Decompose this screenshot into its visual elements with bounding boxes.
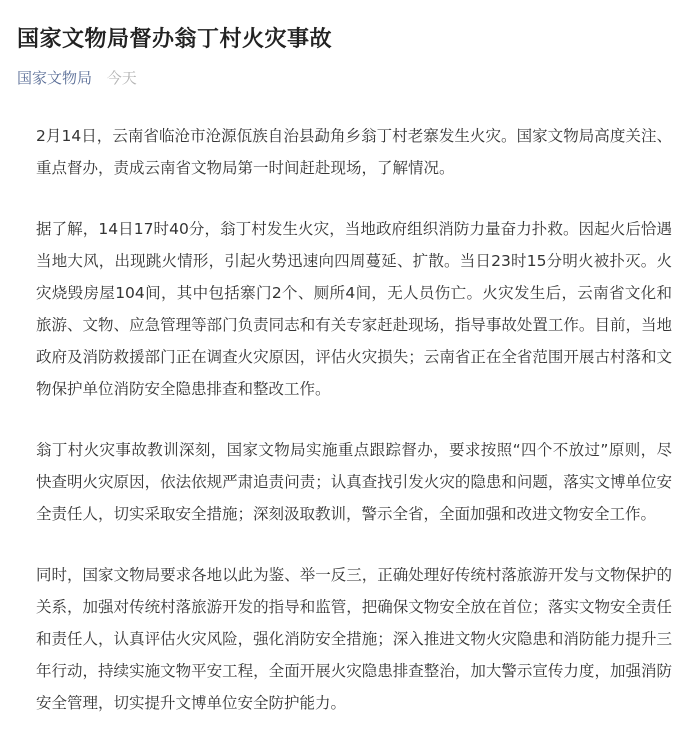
paragraph-2: 据了解，14日17时40分，翁丁村发生火灾，当地政府组织消防力量奋力扑救。因起火后恰遇当地大风，出现跳火情形，引起火势迅速向四周蔓延、扩散。当日23时15分明火被扑灭。火灾烧毁房屋104间，其中包括寨门2个、厕所4间，无人员伤亡。火灾发生后，云南省文化和旅游、文物、应急管理等部门负责同志和有关专家赶赴现场，指导事故处置工作。目前，当地政府及消防救援部门正在调查火灾原因，评估火灾损失；云南省正在全省范围开展古村落和文物保护单位消防安全隐患排查和整改工作。 xyxy=(36,220,672,398)
author-link[interactable]: 国家文物局 xyxy=(17,69,93,87)
publish-date: 今天 xyxy=(106,69,137,87)
paragraph-4: 同时，国家文物局要求各地以此为鉴、举一反三，正确处理好传统村落旅游开发与文物保护的关系，加强对传统村落旅游开发的指导和监管，把确保文物安全放在首位；落实文物安全责任和责任人，认真评估火灾风险，强化消防安全措施；深入推进文物火灾隐患和消防能力提升三年行动，持续实施文物平安工程，全面开展火灾隐患排查整治，加大警示宣传力度，加强消防安全管理，切实提升文博单位安全防护能力。 xyxy=(36,566,672,712)
article-meta xyxy=(17,67,137,89)
article-title: 国家文物局督办翁丁村火灾事故 xyxy=(17,27,333,52)
article-body xyxy=(36,120,672,748)
paragraph-3: 翁丁村火灾事故教训深刻，国家文物局实施重点跟踪督办，要求按照“四个不放过”原则，尽快查明火灾原因，依法依规严肃追责问责；认真查找引发火灾的隐患和问题，落实文博单位安全责任人，切实采取安全措施；深刻汲取教训，警示全省，全面加强和改进文物安全工作。 xyxy=(36,441,672,523)
paragraph-1: 2月14日，云南省临沧市沧源佤族自治县勐角乡翁丁村老寨发生火灾。国家文物局高度关注、重点督办，责成云南省文物局第一时间赶赴现场，了解情况。 xyxy=(36,127,672,177)
